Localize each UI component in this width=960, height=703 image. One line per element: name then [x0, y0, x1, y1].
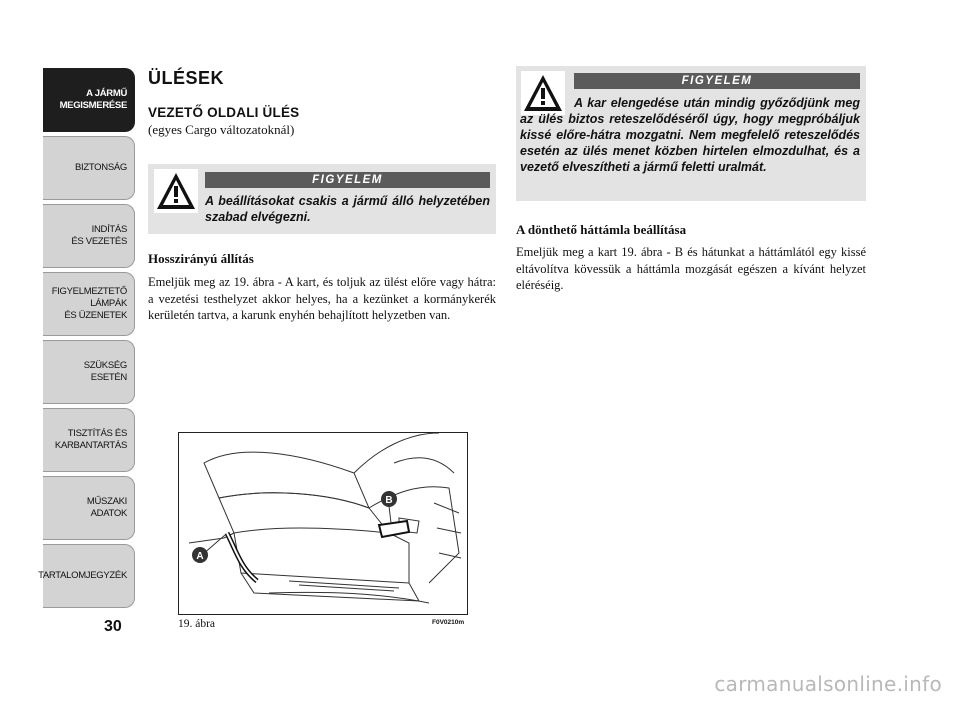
longitudinal-heading: Hosszirányú állítás: [148, 251, 254, 266]
tab-emergency[interactable]: SZÜKSÉG ESETÉN: [43, 340, 135, 404]
warning-box-2: [516, 66, 866, 201]
sub-note: (egyes Cargo változatoknál): [148, 122, 295, 137]
tab-warning-lights[interactable]: FIGYELMEZTETŐ LÁMPÁK ÉS ÜZENETEK: [43, 272, 135, 336]
warning-text: A beállításokat csakis a jármű álló helyzetében szabad elvégezni.: [205, 194, 490, 224]
tab-index[interactable]: TARTALOMJEGYZÉK: [43, 544, 135, 608]
tab-starting-driving[interactable]: INDÍTÁS ÉS VEZETÉS: [43, 204, 135, 268]
figure-caption: 19. ábra: [178, 618, 216, 630]
seat-illustration: [179, 433, 468, 615]
tab-safety[interactable]: BIZTONSÁG: [43, 136, 135, 200]
warning-text: A kar elengedése után mindig győződjünk meg az ülés biztos reteszelődéséről úgy, hogy megpróbáljuk kissé előre-hátra mozgatni. Nem megfelelő reteszelődés esetén az ülés menet közben hirtelen elmozdulhat, és a vezető elveszítheti a jármű feletti uralmát.: [520, 96, 860, 174]
warning-triangle-icon: [154, 169, 198, 213]
backrest-heading: A dönthető háttámla beállítása: [516, 222, 687, 237]
watermark: carmanualsonline.info: [714, 672, 942, 696]
warning-heading: FIGYELEM: [205, 172, 490, 188]
figure-label-a: A: [196, 551, 204, 562]
tab-maintenance[interactable]: TISZTÍTÁS ÉS KARBANTARTÁS: [43, 408, 135, 472]
section-title: ÜLÉSEK: [148, 68, 225, 88]
tab-vehicle-overview[interactable]: A JÁRMŰ MEGISMERÉSE: [43, 68, 135, 132]
page-number: 30: [104, 618, 122, 635]
tab-technical-data[interactable]: MŰSZAKI ADATOK: [43, 476, 135, 540]
warning-heading: FIGYELEM: [574, 73, 860, 89]
backrest-text: Emeljük meg a kart 19. ábra - B és hátunkat a háttámlától egy kissé eltávolítva kövessük a háttámla mozgását egészen a kívánt helyzet eléréséig.: [516, 245, 866, 292]
figure-code: F0V0210m: [432, 619, 465, 626]
figure-label-b: B: [385, 495, 393, 506]
seat-figure: [178, 432, 468, 615]
warning-box-1: [148, 164, 496, 234]
longitudinal-text: Emeljük meg az 19. ábra - A kart, és toljuk az ülést előre vagy hátra: a vezetési testhelyzet akkor helyes, ha a kezünket a kormánykerék kerületén tartva, a karunk enyhén behajlított helyzetben van.: [148, 275, 496, 322]
sub-title: VEZETŐ OLDALI ÜLÉS: [148, 105, 300, 120]
